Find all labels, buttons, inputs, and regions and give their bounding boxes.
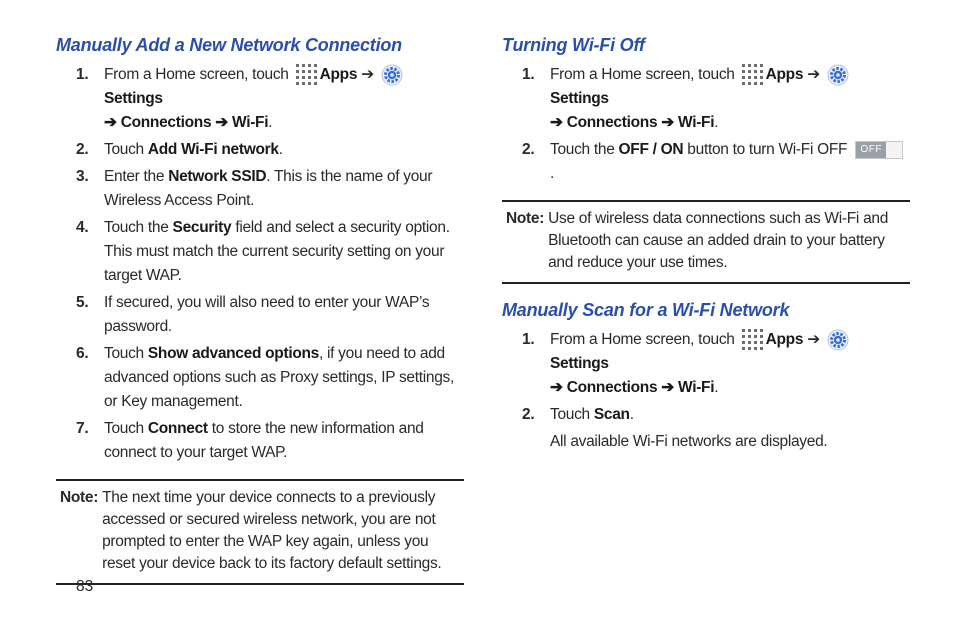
note-text: The next time your device connects to a previously accessed or secured wireless network, you are not prompted to enter the WAP key again, unless you reset your device back to its factory default settings.: [102, 489, 442, 572]
section-heading-add-network: Manually Add a New Network Connection: [56, 35, 402, 55]
section-heading-scan: Manually Scan for a Wi-Fi Network: [502, 300, 790, 320]
settings-gear-icon: [827, 329, 849, 351]
settings-gear-icon: [381, 64, 403, 86]
step-item: 2. Touch Add Wi-Fi network.: [76, 141, 283, 158]
note-text: Use of wireless data connections such as Wi-Fi and Bluetooth can cause an added drain to your battery and reduce your use times.: [548, 210, 889, 271]
step-item: 2. Touch the OFF / ON button to turn Wi-Fi OFF OFF .: [502, 138, 910, 186]
page-number: 83: [76, 578, 94, 595]
scan-steps: [502, 328, 910, 427]
step-item: 5. If secured, you will also need to enter your WAP’s password.: [76, 294, 430, 335]
note-box: [502, 200, 910, 284]
toggle-knob-label: OFF: [856, 142, 886, 158]
apps-grid-icon: [296, 64, 317, 85]
note-label: Note:: [60, 489, 99, 506]
step-item: 3. Enter the Network SSID. This is the name of your Wireless Access Point.: [76, 168, 433, 209]
note-box: [56, 479, 464, 585]
step-item: 1. From a Home screen, touch Apps ➔ Settings ➔ Connections ➔ Wi-Fi.: [56, 63, 464, 135]
step-item: 4. Touch the Security field and select a security option. This must match the current security setting on your target WAP.: [76, 219, 450, 284]
step-item: 2. Touch Scan.: [522, 406, 634, 423]
apps-grid-icon: [742, 329, 763, 350]
left-column: [56, 33, 464, 585]
section-heading-wifi-off: Turning Wi-Fi Off: [502, 35, 645, 55]
step-item: 1. From a Home screen, touch Apps ➔ Settings ➔ Connections ➔ Wi-Fi.: [502, 63, 910, 135]
add-network-steps: [56, 63, 464, 465]
note-label: Note:: [506, 210, 545, 227]
settings-gear-icon: [827, 64, 849, 86]
right-column: [502, 33, 910, 454]
step-item: 1. From a Home screen, touch Apps ➔ Settings ➔ Connections ➔ Wi-Fi.: [502, 328, 910, 400]
apps-grid-icon: [742, 64, 763, 85]
scan-result-text: All available Wi-Fi networks are displayed.: [550, 433, 828, 450]
wifi-off-steps: [502, 63, 910, 186]
wifi-off-toggle: [855, 141, 903, 159]
step-item: 7. Touch Connect to store the new information and connect to your target WAP.: [76, 420, 424, 461]
step-item: 6. Touch Show advanced options, if you need to add advanced options such as Proxy settings, IP settings, or Key management.: [76, 345, 454, 410]
